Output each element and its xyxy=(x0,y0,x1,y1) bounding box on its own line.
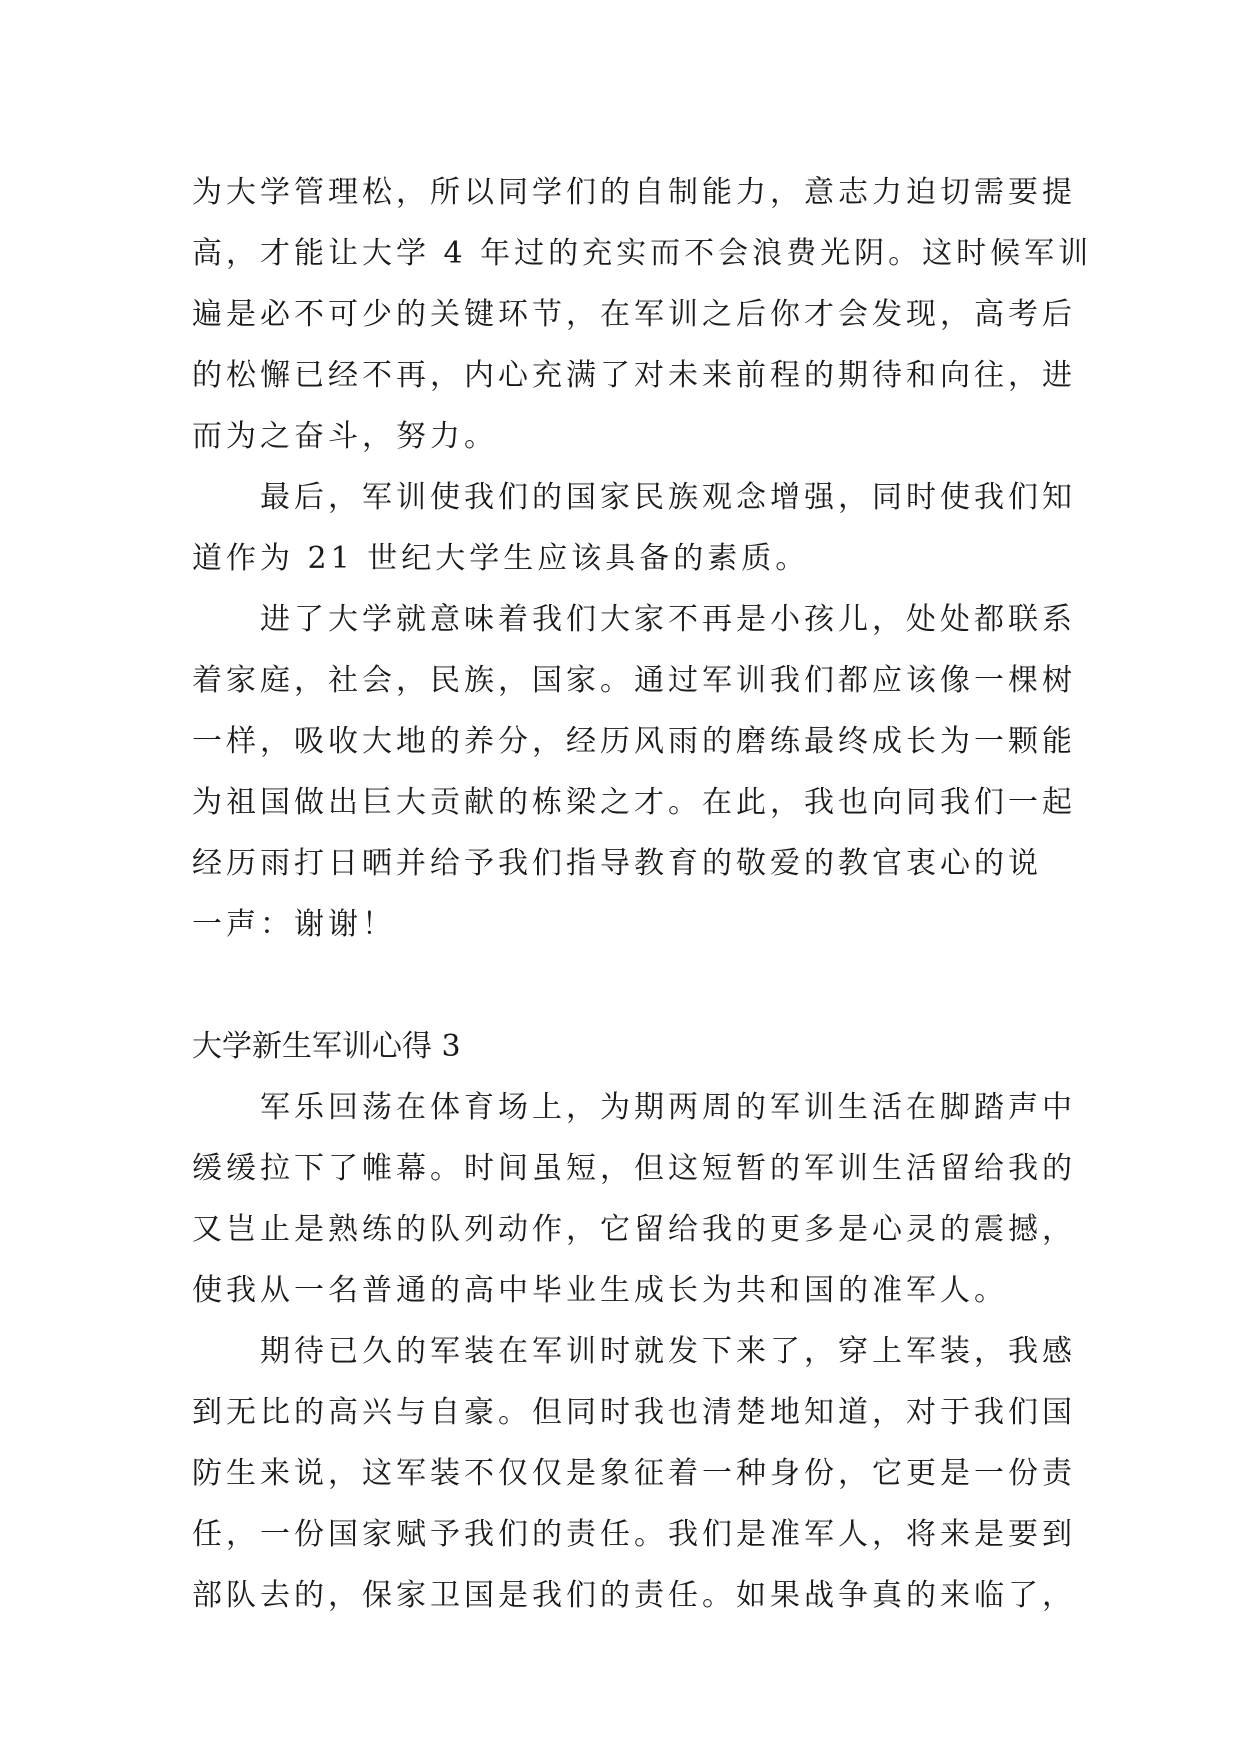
text-line: 经历雨打日晒并给予我们指导教育的敬爱的教官衷心的说 xyxy=(192,846,1042,881)
text-line: 遍是必不可少的关键环节，在军训之后你才会发现，高考后 xyxy=(192,297,1076,332)
paragraph-1 xyxy=(192,162,1093,467)
document-body xyxy=(192,162,1093,1626)
paragraph-2 xyxy=(192,467,1076,589)
text-line: 期待已久的军装在军训时就发下来了，穿上军装，我感 xyxy=(260,1334,1076,1369)
paragraph-3 xyxy=(192,589,1076,955)
text-line: 任，一份国家赋予我们的责任。我们是准军人，将来是要到 xyxy=(192,1517,1076,1552)
text-line: 最后，军训使我们的国家民族观念增强，同时使我们知 xyxy=(260,480,1076,515)
text-line: 道作为 21 世纪大学生应该具备的素质。 xyxy=(192,541,810,576)
text-line: 一声：谢谢！ xyxy=(192,907,396,942)
section-gap xyxy=(192,955,1072,1016)
text-line: 防生来说，这军装不仅仅是象征着一种身份，它更是一份责 xyxy=(192,1456,1076,1491)
text-line: 又岂止是熟练的队列动作，它留给我的更多是心灵的震撼， xyxy=(192,1212,1076,1247)
text-line: 的松懈已经不再，内心充满了对未来前程的期待和向往，进 xyxy=(192,358,1076,393)
section-heading: 大学新生军训心得 3 xyxy=(192,1029,461,1064)
paragraph-5 xyxy=(192,1321,1076,1626)
text-line: 军乐回荡在体育场上，为期两周的军训生活在脚踏声中 xyxy=(260,1090,1076,1125)
text-line: 进了大学就意味着我们大家不再是小孩儿，处处都联系 xyxy=(260,602,1076,637)
text-line: 为大学管理松，所以同学们的自制能力，意志力迫切需要提 xyxy=(192,175,1076,210)
text-line: 着家庭，社会，民族，国家。通过军训我们都应该像一棵树 xyxy=(192,663,1076,698)
text-line: 使我从一名普通的高中毕业生成长为共和国的准军人。 xyxy=(192,1273,1008,1308)
text-line: 部队去的，保家卫国是我们的责任。如果战争真的来临了， xyxy=(192,1578,1076,1613)
text-line: 一样，吸收大地的养分，经历风雨的磨练最终成长为一颗能 xyxy=(192,724,1076,759)
text-line: 缓缓拉下了帷幕。时间虽短，但这短暂的军训生活留给我的 xyxy=(192,1151,1076,1186)
text-line: 高，才能让大学 4 年过的充实而不会浪费光阴。这时候军训 xyxy=(192,236,1093,271)
text-line: 而为之奋斗，努力。 xyxy=(192,419,498,454)
text-line: 到无比的高兴与自豪。但同时我也清楚地知道，对于我们国 xyxy=(192,1395,1076,1430)
text-line: 为祖国做出巨大贡献的栋梁之才。在此，我也向同我们一起 xyxy=(192,785,1076,820)
paragraph-4 xyxy=(192,1077,1076,1321)
